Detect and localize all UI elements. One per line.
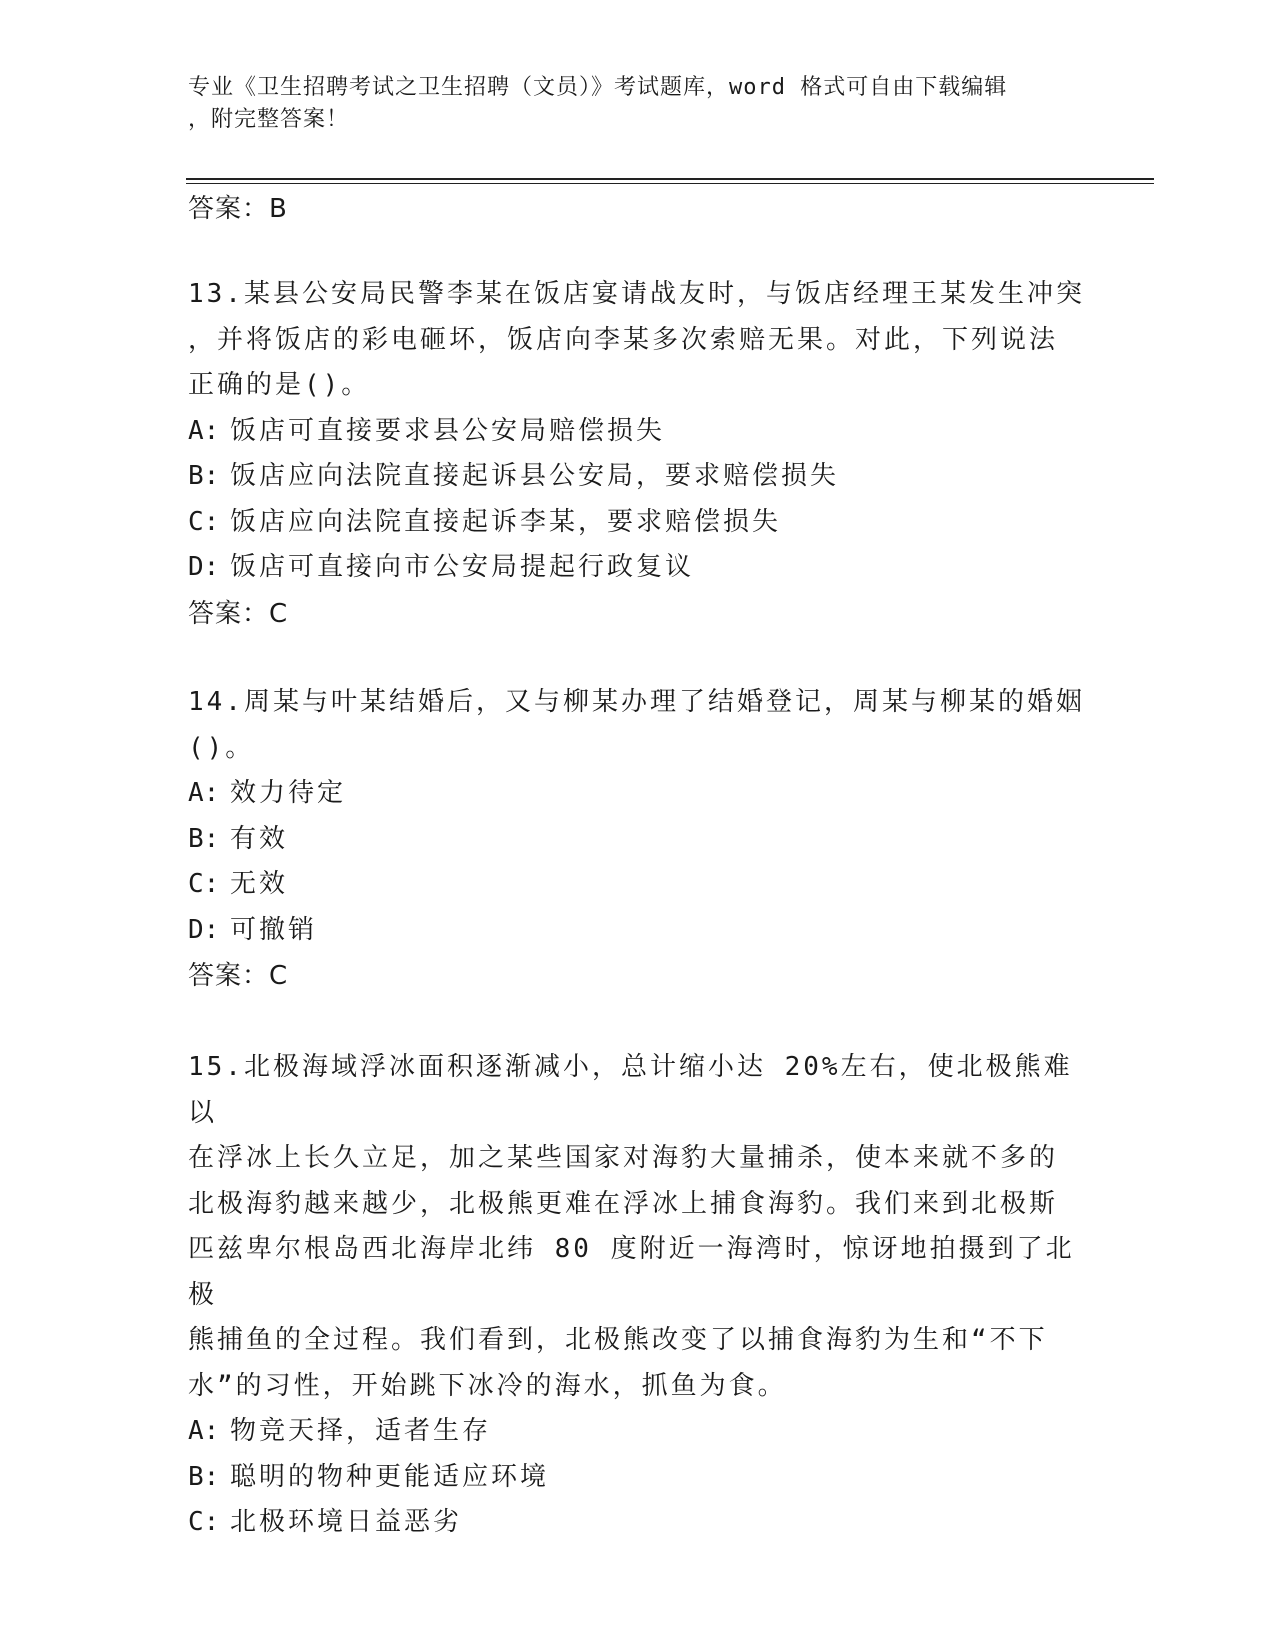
option-d [188, 908, 1088, 954]
option-letter: A: [188, 415, 220, 446]
option-text: 无效 [230, 869, 289, 899]
question-stem-line: 13.某县公安局民警李某在饭店宴请战友时，与饭店经理王某发生冲突 [188, 279, 1085, 309]
option-text: 饭店应向法院直接起诉李某，要求赔偿损失 [230, 506, 782, 537]
page-header [188, 72, 1068, 136]
question-13 [188, 272, 1088, 637]
question-stem-line: 熊捕鱼的全过程。我们看到，北极熊改变了以捕食海豹为生和“不下 [188, 1325, 1048, 1355]
option-b [188, 1455, 1088, 1501]
question-stem-line: 在浮冰上长久立足，加之某些国家对海豹大量捕杀，使本来就不多的 [188, 1143, 1059, 1173]
option-text: 饭店可直接向市公安局提起行政复议 [230, 552, 695, 582]
header-line-2: ，附完整答案！ [188, 107, 350, 132]
question-stem-line: 正确的是()。 [188, 370, 371, 400]
option-letter: C: [188, 869, 220, 899]
option-c [188, 862, 1088, 908]
option-text: 饭店可直接要求县公安局赔偿损失 [230, 415, 666, 446]
option-letter: C: [188, 1507, 220, 1537]
answer-label: 答案：C [188, 598, 289, 629]
header-line-1: 专业《卫生招聘考试之卫生招聘（文员）》考试题库，word 格式可自由下载编辑 [188, 75, 1008, 100]
option-letter: D: [188, 552, 220, 582]
option-letter: B: [188, 1461, 220, 1492]
question-stem-line: 15.北极海域浮冰面积逐渐减小，总计缩小达 20%左右，使北极熊难以 [188, 1052, 1073, 1128]
header-divider-thick [186, 178, 1154, 180]
question-stem-line: 14.周某与叶某结婚后，又与柳某办理了结婚登记，周某与柳某的婚姻 [188, 687, 1085, 717]
option-a [188, 1409, 1088, 1455]
option-a [188, 771, 1088, 817]
header-divider-thin [186, 183, 1154, 184]
question-14 [188, 680, 1088, 999]
question-stem-line: 匹兹卑尔根岛西北海岸北纬 80 度附近一海湾时，惊讶地拍摄到了北极 [188, 1234, 1075, 1310]
option-c [188, 500, 1088, 546]
question-15 [188, 1045, 1088, 1546]
option-text: 北极环境日益恶劣 [230, 1507, 463, 1537]
question-stem-line: 北极海豹越来越少，北极熊更难在浮冰上捕食海豹。我们来到北极斯 [188, 1188, 1059, 1219]
option-letter: A: [188, 1416, 220, 1446]
question-stem-line: ，并将饭店的彩电砸坏，饭店向李某多次索赔无果。对此，下列说法 [188, 324, 1059, 355]
option-text: 饭店应向法院直接起诉县公安局，要求赔偿损失 [230, 461, 840, 491]
option-letter: B: [188, 461, 220, 491]
previous-answer-block [188, 186, 1088, 232]
question-stem-line: 水”的习性，开始跳下冰冷的海水，抓鱼为食。 [188, 1370, 787, 1401]
option-d [188, 545, 1088, 591]
option-text: 物竞天择，适者生存 [230, 1416, 492, 1446]
option-text: 效力待定 [230, 778, 347, 808]
option-text: 聪明的物种更能适应环境 [230, 1461, 550, 1492]
option-text: 可撤销 [230, 914, 318, 945]
option-letter: B: [188, 823, 220, 854]
option-letter: C: [188, 506, 220, 537]
option-letter: A: [188, 778, 220, 808]
option-c [188, 1500, 1088, 1546]
option-text: 有效 [230, 823, 289, 854]
question-stem-line: ()。 [188, 732, 255, 763]
option-b [188, 817, 1088, 863]
option-b [188, 454, 1088, 500]
answer-label: 答案：B [188, 194, 288, 224]
option-a [188, 409, 1088, 455]
option-letter: D: [188, 914, 220, 945]
answer-label: 答案：C [188, 961, 289, 991]
